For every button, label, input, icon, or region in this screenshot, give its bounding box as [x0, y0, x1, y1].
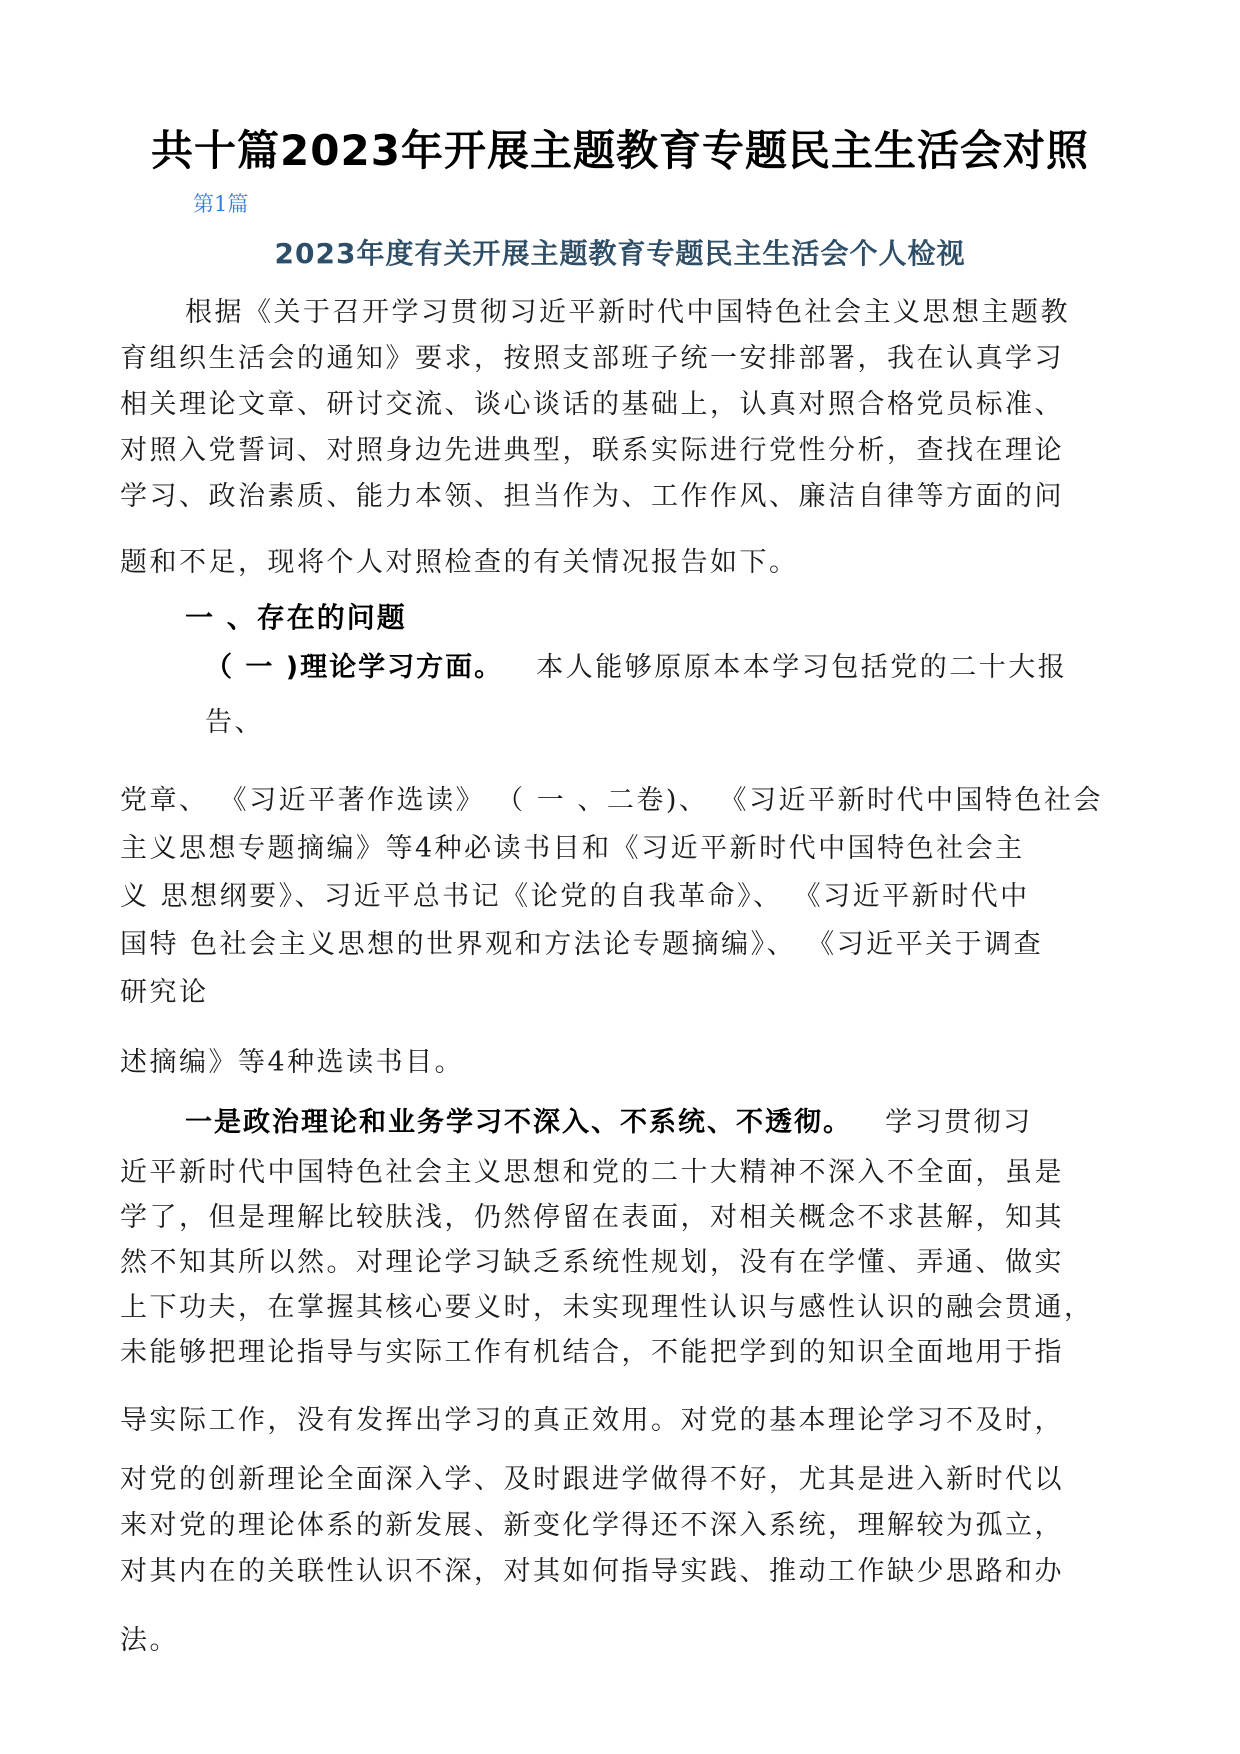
body-line: 对其内在的关联性认识不深，对其如何指导实践、推动工作缺少思路和办 — [120, 1556, 1064, 1587]
body-line: 未能够把理论指导与实际工作有机结合，不能把学到的知识全面地用于指 — [120, 1337, 1064, 1368]
intro-line: 根据《关于召开学习贯彻习近平新时代中国特色社会主义思想主题教 — [185, 297, 1070, 328]
subsection-line — [205, 645, 1067, 684]
body-line: 近平新时代中国特色社会主义思想和党的二十大精神不深入不全面，虽是 — [120, 1157, 1064, 1188]
section-number: 第1篇 — [193, 192, 249, 216]
point-text: 学习贯彻习 — [885, 1107, 1033, 1138]
intro-line: 学习、政治素质、能力本领、担当作为、工作作风、廉洁自律等方面的问 — [120, 481, 1064, 512]
books-line: 义 思想纲要》、习近平总书记《论党的自我革命》、 《习近平新时代中 — [120, 881, 1030, 912]
body-line: 法。 — [120, 1625, 179, 1656]
intro-line: 题和不足，现将个人对照检查的有关情况报告如下。 — [120, 547, 799, 578]
subsection-heading: （ 一 )理论学习方面。 — [205, 652, 504, 683]
books-line: 党章、 《习近平著作选读》 （ 一 、二卷)、 《习近平新时代中国特色社会 — [120, 785, 1103, 816]
body-line: 来对党的理论体系的新发展、新变化学得还不深入系统，理解较为孤立， — [120, 1510, 1064, 1541]
intro-line: 育组织生活会的通知》要求，按照支部班子统一安排部署，我在认真学习 — [120, 343, 1064, 374]
article-subtitle: 2023年度有关开展主题教育专题民主生活会个人检视 — [274, 237, 966, 270]
books-line: 主义思想专题摘编》等4种必读书目和《习近平新时代中国特色社会主 — [120, 833, 1025, 864]
body-line: 导实际工作，没有发挥出学习的真正效用。对党的基本理论学习不及时， — [120, 1405, 1064, 1436]
books-line: 研究论 — [120, 977, 209, 1008]
subsection-cont: 告、 — [205, 707, 264, 738]
books-line: 国特 色社会主义思想的世界观和方法论专题摘编》、 《习近平关于调查 — [120, 929, 1044, 960]
intro-line: 对照入党誓词、对照身边先进典型，联系实际进行党性分析，查找在理论 — [120, 435, 1064, 466]
books-line: 述摘编》等4种选读书目。 — [120, 1047, 465, 1078]
section-heading: 一 、存在的问题 — [185, 601, 407, 634]
subsection-text: 本人能够原原本本学习包括党的二十大报 — [536, 652, 1068, 683]
document-title: 共十篇2023年开展主题教育专题民主生活会对照 — [151, 126, 1089, 175]
body-line: 学了，但是理解比较肤浅，仍然停留在表面，对相关概念不求甚解，知其 — [120, 1202, 1064, 1233]
body-line: 对党的创新理论全面深入学、及时跟进学做得不好，尤其是进入新时代以 — [120, 1464, 1064, 1495]
intro-line: 相关理论文章、研讨交流、谈心谈话的基础上，认真对照合格党员标准、 — [120, 389, 1064, 420]
point-line — [185, 1100, 1033, 1139]
body-line: 上下功夫，在掌握其核心要义时，未实现理性认识与感性认识的融会贯通， — [120, 1292, 1094, 1323]
point-heading: 一是政治理论和业务学习不深入、不系统、不透彻。 — [185, 1107, 852, 1138]
body-line: 然不知其所以然。对理论学习缺乏系统性规划，没有在学懂、弄通、做实 — [120, 1247, 1064, 1278]
